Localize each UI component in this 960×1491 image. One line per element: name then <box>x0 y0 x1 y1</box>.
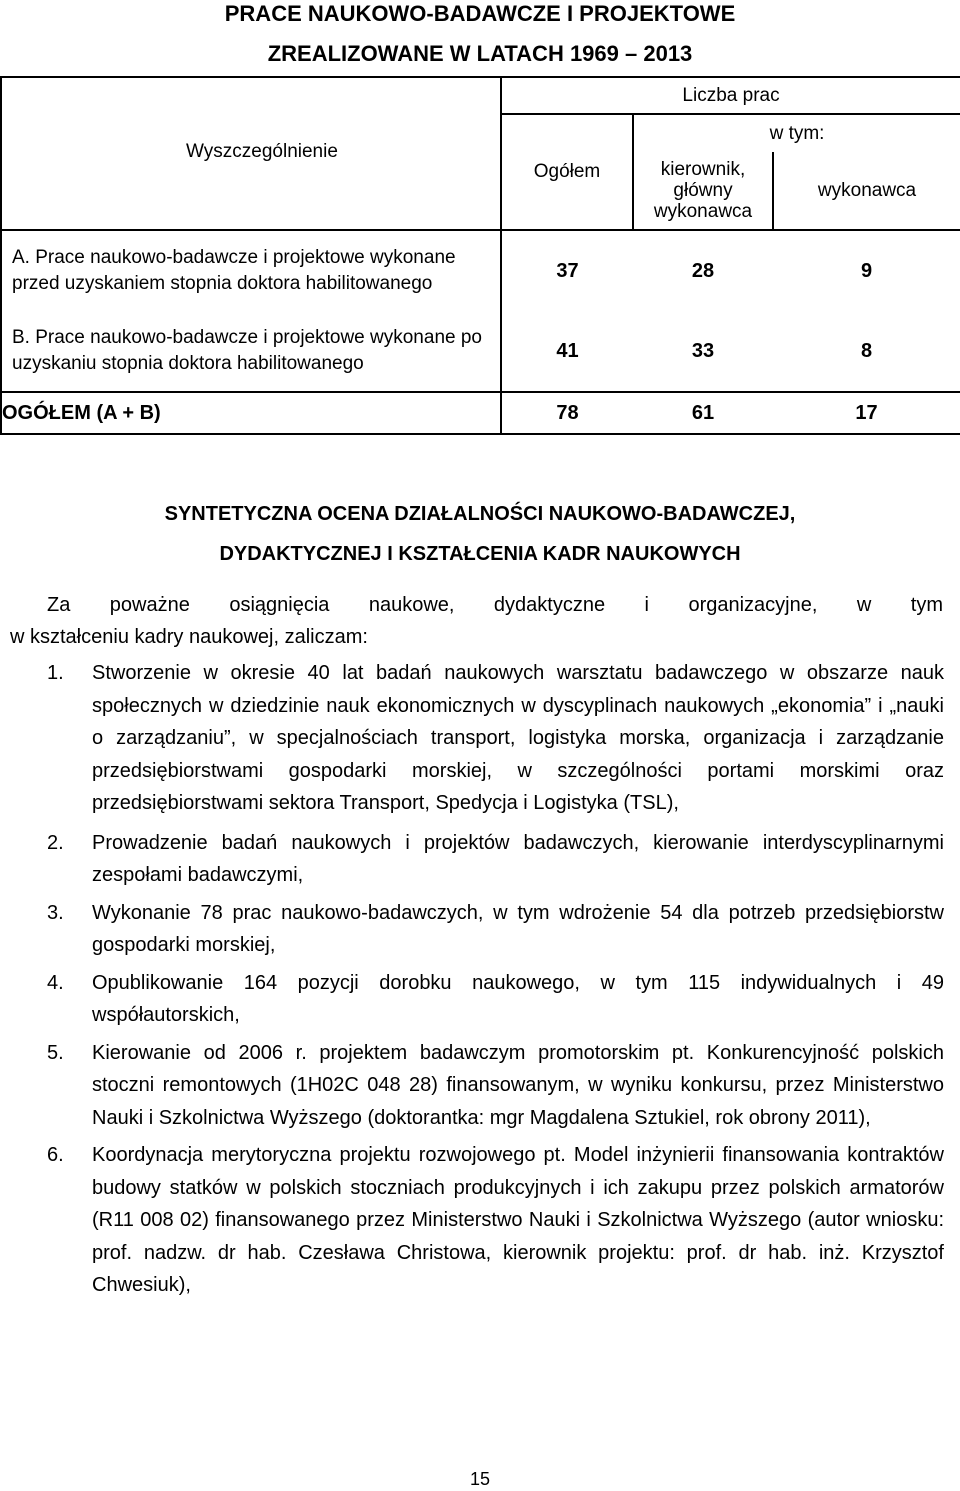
intro-line-2: w kształceniu kadry naukowej, zaliczam: <box>10 626 368 648</box>
list-item-text: Stworzenie w okresie 40 lat badań naukowych warsztatu badawczego w obszarze nauk społecznych w dziedzinie nauk ekonomicznych w dyscyplinach naukowych „ekonomia” i „nauki o zarządzaniu”, w specjalnościach transport, logistyka morska, organizacja i zarządzanie przedsiębiorstwami gospodarki morskiej, w szczególności portami morskimi oraz przedsiębiorstwami sektora Transport, Spedycja i Logistyka (TSL), <box>92 662 944 814</box>
row-a-total: 37 <box>501 230 633 311</box>
row-a-label: A. Prace naukowo-badawcze i projektowe wykonane przed uzyskaniem stopnia doktora habilitowanego <box>1 230 501 311</box>
header-lead: kierownik, główny wykonawca <box>633 152 773 230</box>
table-row-total <box>1 392 960 434</box>
row-b-label: B. Prace naukowo-badawcze i projektowe wykonane po uzyskaniu stopnia doktora habilitowanego <box>1 311 501 392</box>
list-item <box>0 1139 944 1302</box>
sum-label: OGÓŁEM (A + B) <box>1 392 501 434</box>
list-item-text: Kierowanie od 2006 r. projektem badawczym promotorskim pt. Konkurencyjność polskich stoczni remontowych (1H02C 048 28) finansowanym, w wyniku konkursu, przez Ministerstwo Nauki i Szkolnictwa Wyższego (doktorantka: mgr Magdalena Sztukiel, rok obrony 2011), <box>92 1041 944 1129</box>
header-total: Ogółem <box>501 114 633 230</box>
list-item-number: 4. <box>47 971 64 994</box>
intro-paragraph <box>10 589 943 653</box>
section-title-line2: DYDAKTYCZNEJ I KSZTAŁCENIA KADR NAUKOWYCH <box>219 543 741 565</box>
sum-executor: 17 <box>773 392 960 434</box>
achievements-list <box>0 657 944 1302</box>
header-of-which: w tym: <box>633 114 960 152</box>
row-b-executor: 8 <box>773 311 960 392</box>
row-b-total: 41 <box>501 311 633 392</box>
header-count: Liczba prac <box>501 77 960 114</box>
table-row <box>1 311 960 392</box>
table-row <box>1 230 960 311</box>
list-item <box>0 967 944 1032</box>
page-number: 15 <box>469 1469 491 1489</box>
list-item-number: 1. <box>47 662 64 684</box>
list-item-text: Wykonanie 78 prac naukowo-badawczych, w tym wdrożenie 54 dla potrzeb przedsiębiorstw gospodarki morskiej, <box>92 901 944 956</box>
list-item <box>0 657 944 822</box>
list-item-text: Koordynacja merytoryczna projektu rozwojowego pt. Model inżynierii finansowania kontraktów budowy statków w polskich stoczniach produkcyjnych i ich zakupu przez polskich armatorów (R11 008 02) finansowanego przez Ministerstwo Nauki i Szkolnictwa Wyższego (autor wniosku: prof. nadzw. dr hab. Czesława Christowa, kierownik projektu: prof. dr hab. inż. Krzysztof Chwesiuk), <box>92 1144 944 1296</box>
list-item-number: 6. <box>47 1144 64 1166</box>
list-item <box>0 1037 944 1135</box>
intro-line-1: Za poważne osiągnięcia naukowe, dydaktyczne i organizacyjne, w tym <box>47 594 943 616</box>
row-b-lead: 33 <box>633 311 773 392</box>
header-executor: wykonawca <box>773 152 960 230</box>
page-subtitle: ZREALIZOWANE W LATACH 1969 – 2013 <box>267 41 693 66</box>
page-title: PRACE NAUKOWO-BADAWCZE I PROJEKTOWE <box>224 1 736 26</box>
sum-total: 78 <box>501 392 633 434</box>
list-item-text: Opublikowanie 164 pozycji dorobku naukowego, w tym 115 indywidualnych i 49 współautorskich, <box>92 971 944 1026</box>
list-item-number: 2. <box>47 831 64 854</box>
list-item-number: 3. <box>47 901 64 924</box>
works-summary-table <box>0 76 960 435</box>
row-a-executor: 9 <box>773 230 960 311</box>
list-item <box>0 827 944 892</box>
header-specification: Wyszczególnienie <box>1 77 501 230</box>
section-title: SYNTETYCZNA OCENA DZIAŁALNOŚCI NAUKOWO-BADAWCZEJ, <box>164 503 796 525</box>
sum-lead: 61 <box>633 392 773 434</box>
row-a-lead: 28 <box>633 230 773 311</box>
list-item-number: 5. <box>47 1041 64 1064</box>
list-item <box>0 897 944 962</box>
list-item-text: Prowadzenie badań naukowych i projektów badawczych, kierowanie interdyscyplinarnymi zespołami badawczymi, <box>92 831 944 886</box>
